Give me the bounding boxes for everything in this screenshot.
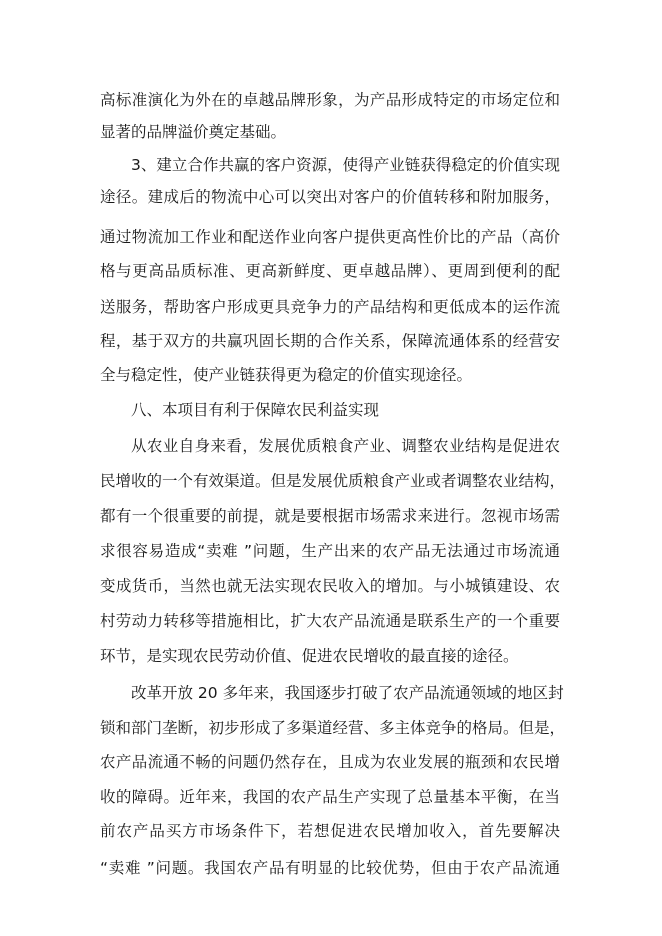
text-line: 都有一个很重要的前提，就是要根据市场需求来进行。忽视市场需 (100, 507, 560, 525)
text-line: 收的障碍。近年来，我国的农产品生产实现了总量基本平衡，在当 (100, 788, 560, 806)
text-line: 从农业自身来看，发展优质粮食产业、调整农业结构是促进农 (131, 437, 560, 455)
text-line: 求很容易造成“卖难 ”问题，生产出来的农产品无法通过市场流通 (100, 542, 560, 560)
text-line: 村劳动力转移等措施相比，扩大农产品流通是联系生产的一个重要 (100, 612, 560, 630)
text-line: 高标准演化为外在的卓越品牌形象，为产品形成特定的市场定位和 (100, 91, 560, 109)
text-line: 环节，是实现农民劳动价值、促进农民增收的最直接的途径。 (100, 647, 519, 665)
text-line: 显著的品牌溢价奠定基础。 (100, 123, 287, 141)
text-line: 途径。建成后的物流中心可以突出对客户的价值转移和附加服务， (100, 188, 560, 206)
text-line: 3、建立合作共赢的客户资源，使得产业链获得稳定的价值实现 (131, 156, 560, 174)
text-line: 锁和部门垄断，初步形成了多渠道经营、多主体竞争的格局。但是， (100, 719, 566, 737)
text-line: 前农产品买方市场条件下，若想促进农民增加收入，首先要解决 (100, 822, 560, 840)
text-line: “卖难 ”问题。我国农产品有明显的比较优势，但由于农产品流通 (100, 859, 560, 877)
text-line: 民增收的一个有效渠道。但是发展优质粮食产业或者调整农业结构， (100, 472, 566, 490)
text-line: 全与稳定性，使产业链获得更为稳定的价值实现途径。 (100, 366, 473, 384)
text-line: 格与更高品质标准、更高新鲜度、更卓越品牌）、更周到便利的配 (100, 262, 560, 280)
text-line: 程，基于双方的共赢巩固长期的合作关系，保障流通体系的经营安 (100, 332, 560, 350)
text-line: 农产品流通不畅的问题仍然存在，且成为农业发展的瓶颈和农民增 (100, 753, 560, 771)
section-heading: 八、本项目有利于保障农民利益实现 (131, 401, 380, 419)
text-line: 改革开放 20 多年来，我国逐步打破了农产品流通领域的地区封 (131, 684, 564, 702)
text-line: 通过物流加工作业和配送作业向客户提供更高性价比的产品（高价 (100, 228, 560, 246)
text-line: 变成货币，当然也就无法实现农民收入的增加。与小城镇建设、农 (100, 577, 560, 595)
text-line: 送服务，帮助客户形成更具竞争力的产品结构和更低成本的运作流 (100, 298, 560, 316)
